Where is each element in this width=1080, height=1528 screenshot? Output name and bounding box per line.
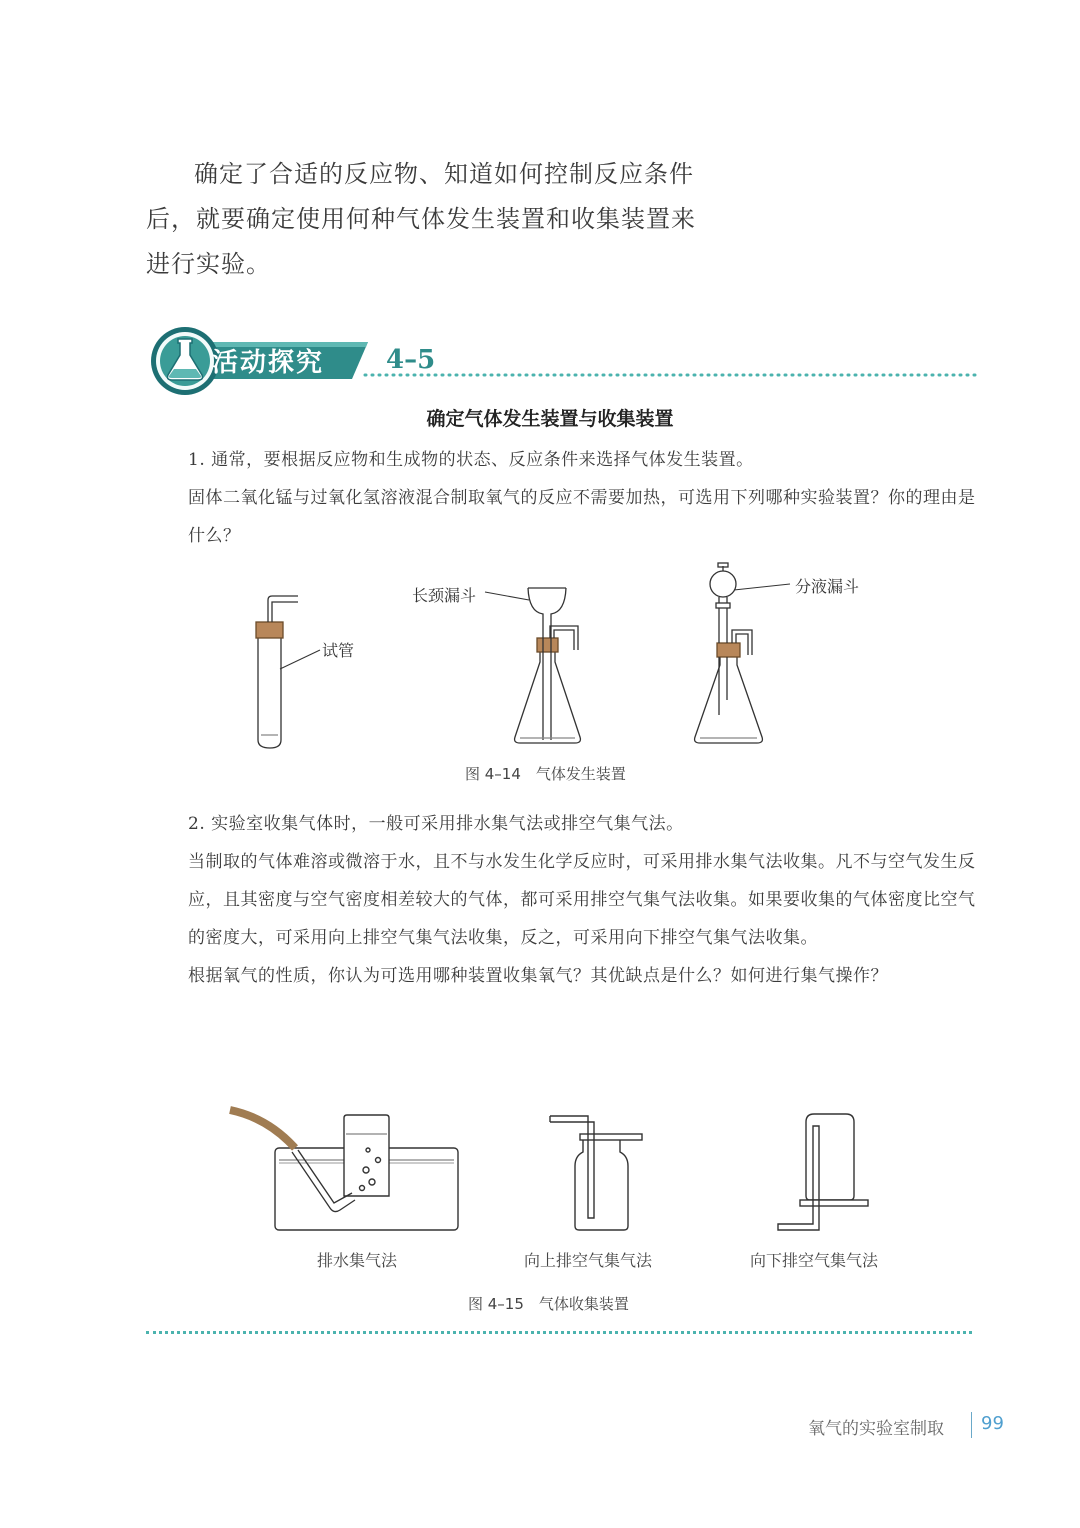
part2-text bbox=[146, 805, 976, 995]
footer-separator bbox=[971, 1412, 972, 1438]
page-number: 99 bbox=[981, 1413, 1004, 1434]
label-upward-air: 向上排空气集气法 bbox=[524, 1251, 653, 1270]
figure-4-15-caption: 图 4–15 气体收集装置 bbox=[468, 1295, 629, 1313]
separatory-funnel-flask bbox=[695, 563, 790, 743]
part1-detail: 固体二氧化锰与过氧化氢溶液混合制取氧气的反应不需要加热，可选用下列哪种实验装置？你的理由是什么？ bbox=[188, 488, 976, 546]
intro-line-1: 确定了合适的反应物、知道如何控制反应条件 bbox=[194, 160, 694, 188]
intro-line-2: 后，就要确定使用何种气体发生装置和收集装置来 bbox=[146, 205, 696, 233]
label-separatory-funnel: 分液漏斗 bbox=[795, 577, 860, 596]
part2-paragraph-1: 当制取的气体难溶或微溶于水，且不与水发生化学反应时，可采用排水集气法收集。凡不与空气发生反应，且其密度与空气密度相差较大的气体，都可采用排空气集气法收集。如果要收集的气体密度比空气的密度大，可采用向上排空气集气法收集，反之，可采用向下排空气集气法收集。 bbox=[188, 852, 976, 948]
section-end-divider bbox=[146, 1331, 972, 1334]
label-downward-air: 向下排空气集气法 bbox=[750, 1251, 879, 1270]
activity-number: 4–5 bbox=[386, 345, 436, 375]
label-test-tube: 试管 bbox=[322, 641, 355, 660]
footer-chapter-title: 氧气的实验室制取 bbox=[808, 1419, 944, 1439]
label-water-displacement: 排水集气法 bbox=[317, 1251, 398, 1270]
activity-label: 活动探究 bbox=[212, 348, 325, 378]
part2-question: 2. 实验室收集气体时，一般可采用排水集气法或排空气集气法。 bbox=[188, 814, 684, 834]
label-long-neck-funnel: 长颈漏斗 bbox=[412, 586, 477, 605]
intro-paragraph bbox=[146, 152, 726, 287]
water-displacement-apparatus bbox=[230, 1110, 458, 1230]
part2-paragraph-2: 根据氧气的性质，你认为可选用哪种装置收集氧气？其优缺点是什么？如何进行集气操作？ bbox=[188, 966, 888, 986]
part1-text bbox=[146, 441, 976, 555]
figure-4-15 bbox=[0, 1080, 1080, 1250]
figure-4-14-caption: 图 4–14 气体发生装置 bbox=[465, 765, 626, 783]
activity-banner bbox=[140, 325, 980, 395]
section-title: 确定气体发生装置与收集装置 bbox=[426, 408, 674, 430]
test-tube-apparatus bbox=[256, 596, 320, 748]
part1-question: 1. 通常，要根据反应物和生成物的状态、反应条件来选择气体发生装置。 bbox=[188, 450, 754, 470]
long-neck-funnel-flask bbox=[485, 588, 580, 743]
downward-air-apparatus bbox=[778, 1114, 868, 1230]
upward-air-apparatus bbox=[550, 1116, 642, 1230]
intro-line-3: 进行实验。 bbox=[146, 250, 271, 278]
